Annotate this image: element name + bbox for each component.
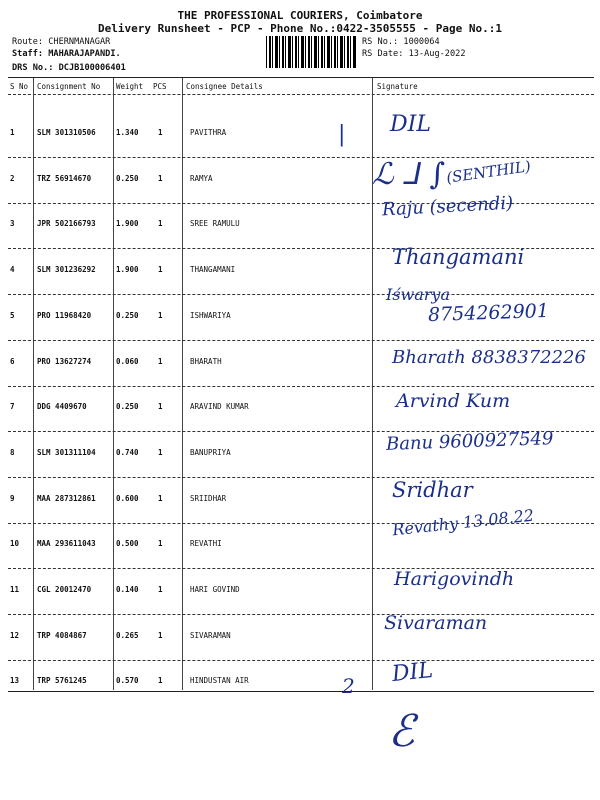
row-pcs: 1 bbox=[158, 585, 163, 594]
page-initial-mark: ℰ bbox=[388, 706, 415, 757]
col-signature-header: Signature bbox=[377, 82, 418, 91]
signature-12: Sivaraman bbox=[384, 612, 488, 634]
row-divider bbox=[8, 294, 594, 295]
signature-2: (SENTHIL) bbox=[445, 157, 532, 187]
row-weight: 0.265 bbox=[116, 631, 139, 640]
row-consignee: REVATHI bbox=[190, 539, 222, 548]
row-consignment-no: DDG 4409670 bbox=[37, 402, 87, 411]
col-pcs-header: PCS bbox=[153, 82, 167, 91]
row-pcs: 1 bbox=[158, 631, 163, 640]
row-weight: 0.740 bbox=[116, 448, 139, 457]
row-sno: 5 bbox=[10, 311, 15, 320]
row-sno: 2 bbox=[10, 174, 15, 183]
row-weight: 0.250 bbox=[116, 402, 139, 411]
row-consignment-no: TRZ 56914670 bbox=[37, 174, 92, 183]
row-consignee: HARI GOVIND bbox=[190, 585, 240, 594]
row-sno: 7 bbox=[10, 402, 15, 411]
signature-13-mark: 2 bbox=[342, 674, 355, 698]
row-weight: 0.500 bbox=[116, 539, 139, 548]
barcode bbox=[266, 36, 356, 68]
route-label: Route: bbox=[12, 37, 44, 47]
row-divider bbox=[8, 157, 594, 158]
row-consignee: PAVITHRA bbox=[190, 128, 227, 137]
route-line bbox=[12, 37, 110, 47]
row-weight: 0.250 bbox=[116, 311, 139, 320]
row-weight: 0.250 bbox=[116, 174, 139, 183]
row-consignee: ARAVIND KUMAR bbox=[190, 402, 249, 411]
signature-3: Raju (secendi) bbox=[381, 192, 514, 221]
row-divider bbox=[8, 477, 594, 478]
row-consignment-no: SLM 301311104 bbox=[37, 448, 96, 457]
runsheet-title: Delivery Runsheet - PCP - Phone No.:0422-3505555 - Page No.:1 bbox=[98, 22, 502, 35]
row-divider bbox=[8, 386, 594, 387]
row-sno: 13 bbox=[10, 676, 20, 685]
row-consignment-no: PRO 11968420 bbox=[37, 311, 92, 320]
signature-11: Harigovindh bbox=[394, 568, 515, 590]
col-divider bbox=[33, 78, 34, 690]
table-top-rule bbox=[8, 77, 594, 78]
row-consignment-no: MAA 293611043 bbox=[37, 539, 96, 548]
row-sno: 4 bbox=[10, 265, 15, 274]
row-consignment-no: TRP 4084867 bbox=[37, 631, 87, 640]
row-weight: 0.600 bbox=[116, 494, 139, 503]
row-consignee: SRIIDHAR bbox=[190, 494, 227, 503]
signature-1: DIL bbox=[390, 112, 431, 137]
row-sno: 6 bbox=[10, 357, 15, 366]
row-consignee: HINDUSTAN AIR bbox=[190, 676, 249, 685]
table-header-rule bbox=[8, 94, 594, 95]
row-sno: 1 bbox=[10, 128, 15, 137]
row-consignee: RAMYA bbox=[190, 174, 213, 183]
drs-line bbox=[12, 63, 126, 73]
row-sno: 10 bbox=[10, 539, 20, 548]
drs-value: DCJB100006401 bbox=[58, 63, 126, 73]
row-consignee: BANUPRIYA bbox=[190, 448, 231, 457]
signature-7: Arvind Kum bbox=[396, 390, 511, 412]
row-pcs: 1 bbox=[158, 448, 163, 457]
row-weight: 1.340 bbox=[116, 128, 139, 137]
row-weight: 0.140 bbox=[116, 585, 139, 594]
signature-tick: | bbox=[338, 122, 346, 147]
signature-13: DIL bbox=[390, 657, 435, 688]
row-pcs: 1 bbox=[158, 265, 163, 274]
row-weight: 1.900 bbox=[116, 219, 139, 228]
row-consignee: SIVARAMAN bbox=[190, 631, 231, 640]
col-divider bbox=[113, 78, 114, 690]
rs-date-line bbox=[362, 49, 466, 59]
staff-label: Staff: bbox=[12, 49, 44, 59]
row-pcs: 1 bbox=[158, 311, 163, 320]
signature-6: Bharath 8838372226 bbox=[392, 347, 586, 368]
row-pcs: 1 bbox=[158, 494, 163, 503]
row-divider bbox=[8, 340, 594, 341]
col-sno-header: S No bbox=[10, 82, 29, 91]
row-weight: 1.900 bbox=[116, 265, 139, 274]
rs-no-value: 1000064 bbox=[403, 37, 440, 47]
row-consignment-no: TRP 5761245 bbox=[37, 676, 87, 685]
row-sno: 9 bbox=[10, 494, 15, 503]
signature-5: 8754262901 bbox=[427, 299, 550, 327]
col-divider bbox=[182, 78, 183, 690]
row-consignment-no: CGL 20012470 bbox=[37, 585, 92, 594]
row-consignment-no: PRO 13627274 bbox=[37, 357, 92, 366]
row-consignment-no: SLM 301236292 bbox=[37, 265, 96, 274]
row-divider bbox=[8, 614, 594, 615]
signature-4: Thangamani bbox=[392, 245, 525, 269]
row-sno: 3 bbox=[10, 219, 15, 228]
row-consignment-no: SLM 301310506 bbox=[37, 128, 96, 137]
row-consignee: ISHWARIYA bbox=[190, 311, 231, 320]
signature-5-mark: Iśwarya bbox=[386, 285, 450, 304]
row-weight: 0.570 bbox=[116, 676, 139, 685]
row-consignment-no: MAA 287312861 bbox=[37, 494, 96, 503]
row-sno: 8 bbox=[10, 448, 15, 457]
staff-line bbox=[12, 49, 121, 59]
company-title: THE PROFESSIONAL COURIERS, Coimbatore bbox=[177, 9, 423, 22]
rs-date-value: 13-Aug-2022 bbox=[408, 49, 466, 59]
rs-no-line bbox=[362, 37, 440, 47]
row-pcs: 1 bbox=[158, 174, 163, 183]
rs-date-label: RS Date: bbox=[362, 49, 404, 59]
row-divider bbox=[8, 660, 594, 661]
row-weight: 0.060 bbox=[116, 357, 139, 366]
col-consignee-header: Consignee Details bbox=[186, 82, 263, 91]
signature-2-scribble: ℒ ⅃ ∫ bbox=[372, 157, 446, 192]
row-pcs: 1 bbox=[158, 128, 163, 137]
row-consignee: SREE RAMULU bbox=[190, 219, 240, 228]
row-pcs: 1 bbox=[158, 219, 163, 228]
row-consignee: THANGAMANI bbox=[190, 265, 236, 274]
col-consignment-header: Consignment No bbox=[37, 82, 101, 91]
row-pcs: 1 bbox=[158, 402, 163, 411]
row-consignee: BHARATH bbox=[190, 357, 222, 366]
col-weight-header: Weight bbox=[116, 82, 144, 91]
row-sno: 12 bbox=[10, 631, 20, 640]
signature-9: Sridhar bbox=[392, 478, 473, 502]
staff-value: MAHARAJAPANDI. bbox=[48, 49, 121, 59]
drs-label: DRS No.: bbox=[12, 63, 54, 73]
row-pcs: 1 bbox=[158, 676, 163, 685]
row-sno: 11 bbox=[10, 585, 20, 594]
table-bottom-rule bbox=[8, 691, 594, 692]
row-consignment-no: JPR 502166793 bbox=[37, 219, 96, 228]
row-pcs: 1 bbox=[158, 357, 163, 366]
row-pcs: 1 bbox=[158, 539, 163, 548]
route-value: CHERNMANAGAR bbox=[48, 37, 111, 47]
signature-10: Revathy 13.08.22 bbox=[391, 505, 535, 540]
rs-no-label: RS No.: bbox=[362, 37, 399, 47]
signature-8: Banu 9600927549 bbox=[385, 428, 554, 455]
